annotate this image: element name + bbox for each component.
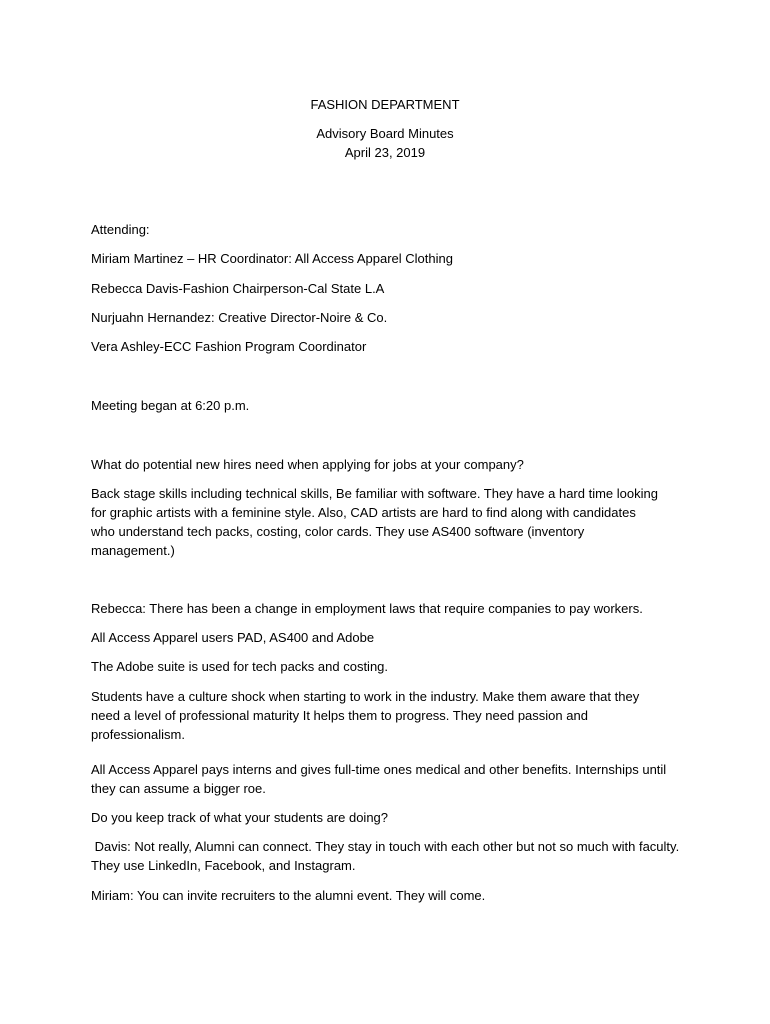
meeting-start: Meeting began at 6:20 p.m. (91, 398, 250, 413)
paragraph-students: Students have a culture shock when starting to work in the industry. Make them aware that they need a level of professional maturity It helps them to progress. They need passion and professionalism. (91, 689, 640, 742)
question-hires: What do potential new hires need when applying for jobs at your company? (91, 457, 524, 472)
meeting-date: April 23, 2019 (344, 145, 426, 160)
attendee-4: Vera Ashley-ECC Fashion Program Coordinator (91, 339, 367, 354)
question-tracking: Do you keep track of what your students are doing? (91, 810, 389, 825)
paragraph-adobe: The Adobe suite is used for tech packs and costing. (91, 659, 389, 674)
department-heading: FASHION DEPARTMENT (310, 97, 460, 112)
attendee-3: Nurjuahn Hernandez: Creative Director-Noire & Co. (91, 310, 388, 325)
paragraph-software: All Access Apparel users PAD, AS400 and Adobe (91, 630, 375, 645)
paragraph-interns: All Access Apparel pays interns and gives full-time ones medical and other benefits. Internships until they can assume a bigger roe. (91, 762, 667, 796)
attendee-1: Miriam Martinez – HR Coordinator: All Access Apparel Clothing (91, 251, 453, 266)
document-title: Advisory Board Minutes (316, 126, 454, 141)
paragraph-rebecca: Rebecca: There has been a change in employment laws that require companies to pay workers. (91, 601, 643, 616)
answer-hires: Back stage skills including technical skills, Be familiar with software. They have a hard time looking for graphic artists with a feminine style. Also, CAD artists are hard to find along with candidates who understand tech packs, costing, color cards. They use AS400 software (inventory management.) (91, 486, 658, 558)
attending-label: Attending: (91, 222, 150, 237)
attendee-2: Rebecca Davis-Fashion Chairperson-Cal State L.A (91, 281, 385, 296)
answer-tracking: Davis: Not really, Alumni can connect. They stay in touch with each other but not so much with faculty. They use LinkedIn, Facebook, and Instagram. (91, 839, 683, 873)
paragraph-miriam: Miriam: You can invite recruiters to the alumni event. They will come. (91, 888, 486, 903)
